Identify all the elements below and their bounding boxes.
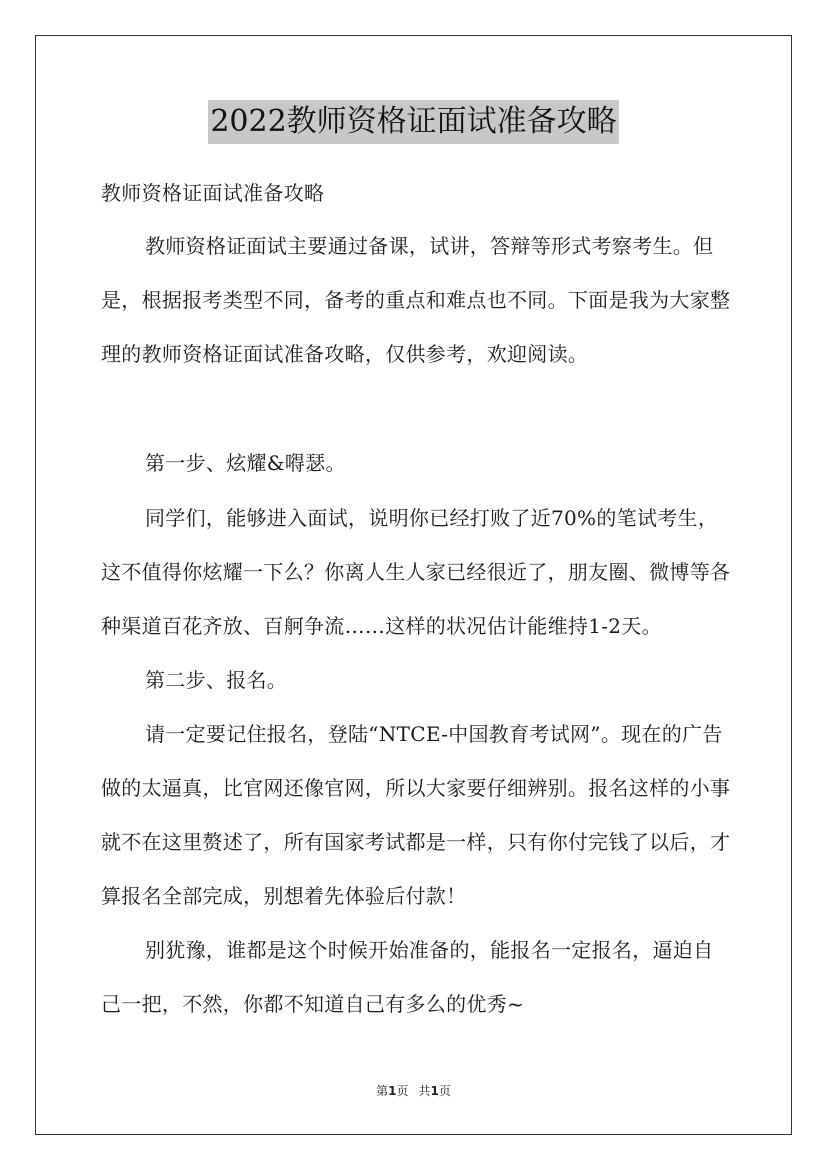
paragraph-step1-heading: 第一步、炫耀&嘚瑟。 <box>145 451 346 475</box>
footer-page-suffix: 页 <box>396 1084 409 1098</box>
paragraph-step1-body: 同学们，能够进入面试，说明你已经打败了近70%的笔试考生，这不值得你炫耀一下么？你离人生人家已经很近了，朋友圈、微博等各种渠道百花齐放、百舸争流……这样的状况估计能维持1-2天。 <box>101 506 731 638</box>
footer-page-prefix: 第 <box>376 1084 389 1098</box>
paragraph-step2-heading: 第二步、报名。 <box>145 668 288 692</box>
paragraph-intro: 教师资格证面试主要通过备课，试讲，答辩等形式考察考生。但是，根据报考类型不同，备考的重点和难点也不同。下面是我为大家整理的教师资格证面试准备攻略，仅供参考，欢迎阅读。 <box>101 234 731 366</box>
paragraph-step2-body: 请一定要记住报名，登陆“NTCE-中国教育考试网”。现在的广告做的太逼真，比官网还像官网，所以大家要仔细辨别。报名这样的小事就不在这里赘述了，所有国家考试都是一样，只有你付完钱了以后，才算报名全部完成，别想着先体验后付款！ <box>101 722 731 908</box>
page-footer <box>0 1082 827 1099</box>
subtitle: 教师资格证面试准备攻略 <box>101 181 325 205</box>
document-title <box>0 100 827 144</box>
footer-page-current: 1 <box>388 1084 397 1098</box>
footer-page-total: 1 <box>430 1084 439 1098</box>
footer-total-suffix: 页 <box>438 1084 451 1098</box>
document-title-text: 2022教师资格证面试准备攻略 <box>208 100 618 144</box>
paragraph-closing: 别犹豫，谁都是这个时候开始准备的，能报名一定报名，逼迫自己一把，不然，你都不知道自己有多么的优秀~ <box>101 938 714 1016</box>
footer-total-prefix: 共 <box>418 1084 431 1098</box>
